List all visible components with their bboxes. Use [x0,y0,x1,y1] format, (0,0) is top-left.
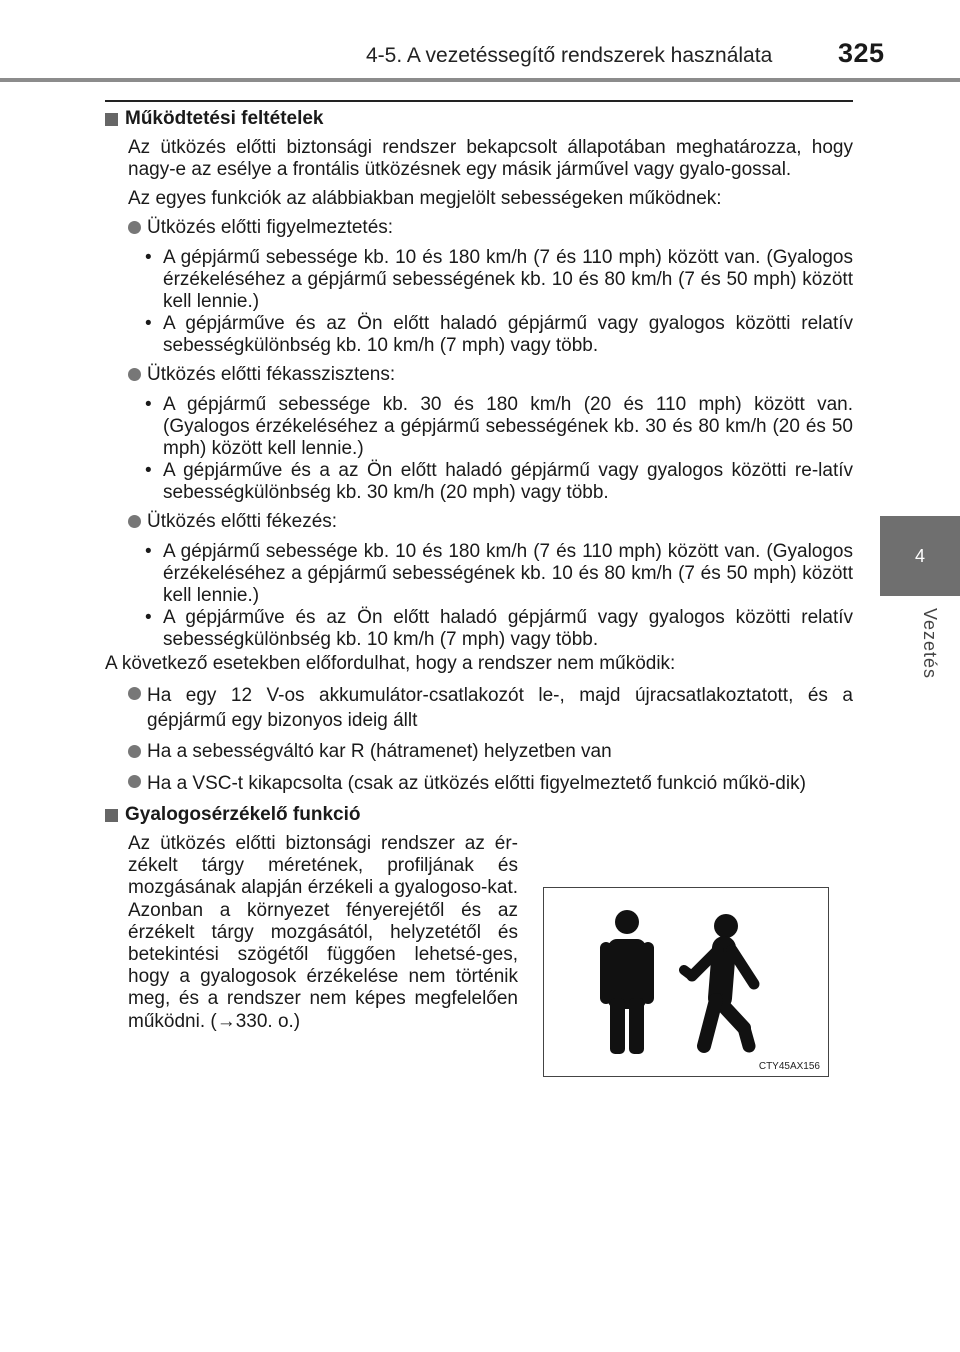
round-bullet-icon [128,687,141,700]
round-bullet-icon [128,745,141,758]
not-working-intro: A következő esetekben előfordulhat, hogy a rendszer nem működik: [105,653,676,674]
heading-text: Működtetési feltételek [125,108,324,129]
section-heading-pedestrian-detection [105,804,853,826]
square-bullet-icon [105,809,118,822]
round-bullet-icon [128,515,141,528]
chapter-tab[interactable]: 4 [880,516,960,596]
square-bullet-icon [105,113,118,126]
not-working-item: Ha egy 12 V-os akkumulátor-csatlakozót le-, majd újracsatlakoztatott, és a gépjármű egy bizonyos ideig állt [128,683,853,733]
not-working-item: Ha a VSC-t kikapcsolta (csak az ütközés előtti figyelmeztető funkció műkö-dik) [128,771,853,796]
heading-text: Gyalogosérzékelő funkció [125,804,361,825]
section-title: 4-5. A vezetéssegítő rendszerek használata [366,44,773,67]
intro-paragraph: Az ütközés előtti biztonsági rendszer bekapcsolt állapotában meghatározza, hogy nagy-e az esélye a frontális ütközésnek egy másik járművel vagy gyalo-gossal. [128,137,853,180]
list-item: • A gépjármű sebessége kb. 30 és 180 km/h (20 és 110 mph) között van. (Gyalogos érzékeléséhez a gépjármű sebességének kb. 30 és 80 km/h (20 és 50 mph) között kell lennie.) [145,394,853,459]
round-bullet-icon [128,775,141,788]
header-divider [0,78,960,82]
function-title: Ütközés előtti figyelmeztetés: [147,217,394,238]
figure-caption: CTY45AX156 [758,1061,820,1072]
walking-pedestrian-icon [684,914,754,1046]
function-item [128,511,853,533]
function-conditions [145,247,853,357]
not-working-item: Ha a sebességváltó kar R (hátramenet) helyzetben van [128,741,853,763]
chapter-label: Vezetés [920,608,940,680]
pedestrian-figure [543,887,829,1077]
page-number: 325 [838,38,885,68]
list-item: • A gépjárműve és az Ön előtt haladó gépjármű vagy gyalogos közötti relatív sebességkülönbség kb. 10 km/h (7 mph) vagy több. [145,607,853,650]
list-item: • A gépjárműve és a az Ön előtt haladó gépjármű vagy gyalogos közötti re-latív sebességkülönbség kb. 30 km/h (20 mph) vagy több. [145,460,853,503]
speeds-intro: Az egyes funkciók az alábbiakban megjelölt sebességeken működnek: [128,188,722,209]
page-header [0,0,960,80]
round-bullet-icon [128,221,141,234]
round-bullet-icon [128,368,141,381]
function-title: Ütközés előtti fékasszisztens: [147,364,396,385]
list-item: • A gépjármű sebessége kb. 10 és 180 km/h (7 és 110 mph) között van. (Gyalogos érzékeléséhez a gépjármű sebességének kb. 10 és 80 km/h (7 és 50 mph) között kell lennie.) [145,541,853,606]
list-item: • A gépjárműve és az Ön előtt haladó gépjármű vagy gyalogos közötti relatív sebességkülönbség kb. 10 km/h (7 mph) vagy több. [145,313,853,356]
standing-pedestrian-icon [600,910,654,1054]
pedestrian-paragraph: Az ütközés előtti biztonsági rendszer az ér-zékelt tárgy méretének, profiljának és mozgásának alapján érzékeli a gyalogoso-kat. Azonban a környezet fényerejétől és az érzékelt tárgy mozgásától, helyzetétől és betekintési szögétől függően lehetsé-ges, hogy a gyalogosok érzékelése nem történik meg, és a rendszer nem képes megfelelően működni. (→330. o.) [128,833,518,1032]
function-item [128,217,853,239]
function-title: Ütközés előtti fékezés: [147,511,338,532]
list-item: • A gépjármű sebessége kb. 10 és 180 km/h (7 és 110 mph) között van. (Gyalogos érzékeléséhez a gépjármű sebességének kb. 10 és 80 km/h (7 és 50 mph) között kell lennie.) [145,247,853,312]
function-item [128,364,853,386]
pedestrian-illustration [544,888,828,1076]
function-conditions [145,394,853,504]
content-divider [105,100,853,102]
section-heading-operating-conditions [105,108,853,130]
function-conditions [145,541,853,651]
